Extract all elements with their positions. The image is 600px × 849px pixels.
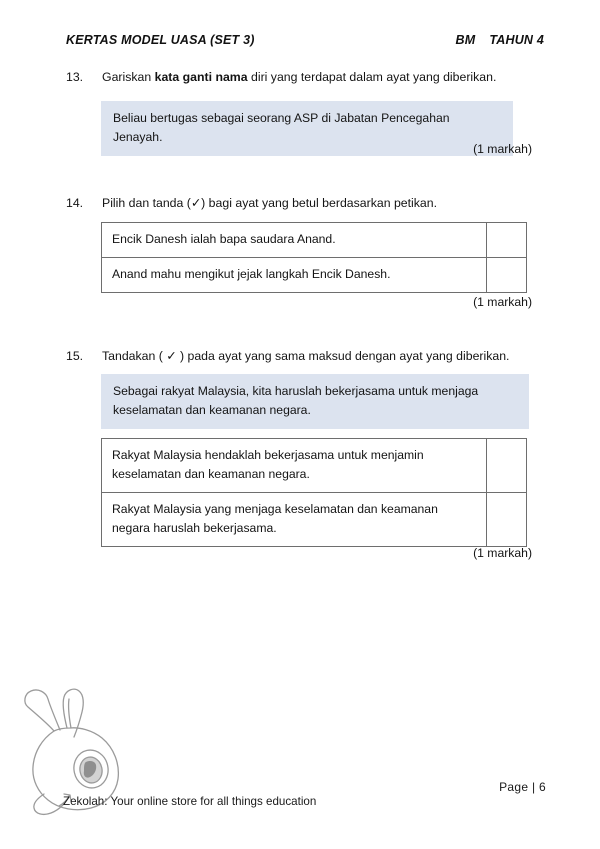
- question-14-tick-box-1[interactable]: [487, 223, 527, 258]
- instruction-part-after: diri yang terdapat dalam ayat yang diberikan.: [247, 70, 497, 84]
- question-14-option-1: Encik Danesh ialah bapa saudara Anand.: [102, 223, 487, 258]
- question-13: [66, 69, 546, 87]
- table-row: [102, 257, 527, 292]
- question-15: [66, 348, 546, 366]
- instruction-part-before: Gariskan: [102, 70, 155, 84]
- document-header: [66, 33, 544, 47]
- header-paper-title: KERTAS MODEL UASA (SET 3): [66, 33, 255, 47]
- header-year: TAHUN 4: [489, 33, 544, 47]
- page-number: Page | 6: [499, 780, 546, 794]
- question-15-tick-box-1[interactable]: [487, 439, 527, 493]
- question-13-instruction-text: [102, 69, 546, 87]
- table-row: [102, 223, 527, 258]
- header-subject-year: [456, 33, 545, 47]
- question-14: [66, 195, 546, 213]
- question-14-instruction-text: Pilih dan tanda (✓) bagi ayat yang betul berdasarkan petikan.: [102, 196, 438, 210]
- question-15-answer-table: [101, 438, 527, 547]
- question-15-marks: (1 markah): [473, 546, 532, 560]
- question-13-number: 13.: [66, 70, 84, 84]
- bunny-logo: [14, 682, 164, 834]
- instruction-part-bold: kata ganti nama: [154, 70, 248, 84]
- footer-tagline: Zekolah: Your online store for all things education: [63, 795, 317, 808]
- question-14-option-2: Anand mahu mengikut jejak langkah Encik Danesh.: [102, 257, 487, 292]
- question-14-number: 14.: [66, 196, 84, 210]
- question-15-option-1: Rakyat Malaysia hendaklah bekerjasama untuk menjamin keselamatan dan keamanan negara.: [102, 439, 487, 493]
- question-15-instruction: [66, 348, 546, 366]
- question-15-instruction-text: Tandakan ( ✓ ) pada ayat yang sama maksud dengan ayat yang diberikan.: [102, 349, 510, 363]
- question-13-statement-text: Beliau bertugas sebagai seorang ASP di Jabatan Pencegahan Jenayah.: [113, 111, 450, 144]
- question-15-option-2: Rakyat Malaysia yang menjaga keselamatan dan keamanan negara haruslah bekerjasama.: [102, 492, 487, 546]
- question-13-marks: (1 markah): [473, 142, 532, 156]
- question-14-marks: (1 markah): [473, 295, 532, 309]
- header-subject: BM: [455, 33, 476, 47]
- question-15-tick-box-2[interactable]: [487, 492, 527, 546]
- question-13-instruction: [66, 69, 546, 87]
- question-15-statement-text: Sebagai rakyat Malaysia, kita haruslah bekerjasama untuk menjaga keselamatan dan keamanan negara.: [113, 384, 479, 417]
- table-row: [102, 492, 527, 546]
- question-15-statement-box: [101, 374, 529, 429]
- table-row: [102, 439, 527, 493]
- question-15-number: 15.: [66, 349, 84, 363]
- question-14-tick-box-2[interactable]: [487, 257, 527, 292]
- question-14-answer-table: [101, 222, 527, 293]
- question-14-instruction: [66, 195, 546, 213]
